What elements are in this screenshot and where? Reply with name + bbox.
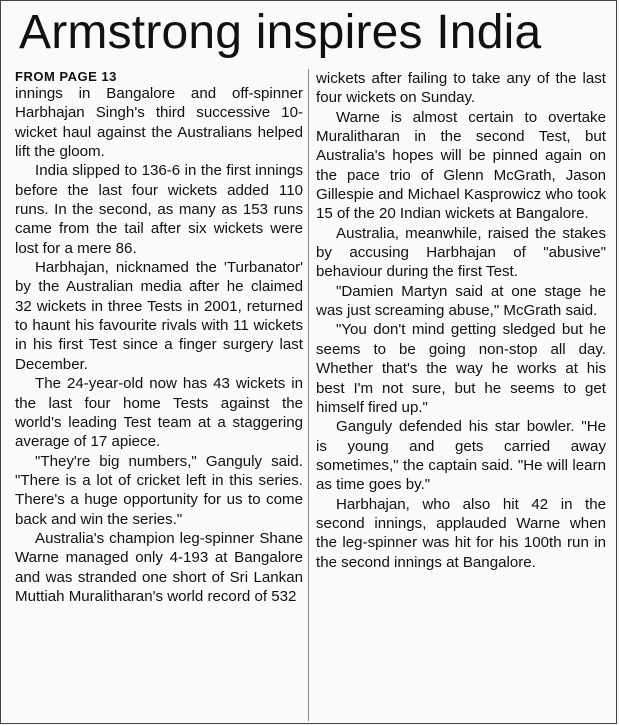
paragraph: wickets after failing to take any of the last four wickets on Sunday. [316,70,606,107]
left-column [15,69,303,606]
source-line: FROM PAGE 13 [15,69,117,84]
paragraph: Australia's champion leg-spinner Shane Warne managed only 4-193 at Bangalore and was stranded one short of Sri Lankan Muttiah Muralitharan's world record of 532 [15,529,303,605]
paragraph: India slipped to 136-6 in the first innings before the last four wickets added 110 runs. In the second, as many as 153 runs came from the tail after six wickets were lost for a mere 86. [15,162,303,257]
paragraph: "They're big numbers," Ganguly said. "There is a lot of cricket left in this series. There's a huge opportunity for us to come back and win the series." [15,452,303,528]
paragraph: Warne is almost certain to overtake Muralitharan in the second Test, but Australia's hopes will be pinned again on the pace trio of Glenn McGrath, Jason Gillespie and Michael Kasprowicz who took 15 of the 20 Indian wickets at Bangalore. [316,108,606,223]
paragraph: Ganguly defended his star bowler. "He is young and gets carried away sometimes," the captain said. "He will learn as time goes by." [316,418,606,494]
paragraph: Harbhajan, who also hit 42 in the second innings, applauded Warne when the leg-spinner was hit for his 100th run in the second innings at Bangalore. [316,495,606,571]
right-column [316,69,606,572]
paragraph: "You don't mind getting sledged but he seems to be going non-stop all day. Whether that's the way he works at his best I'm not sure, but he seems to get himself fired up." [316,321,606,416]
paragraph: innings in Bangalore and off-spinner Harbhajan Singh's third successive 10-wicket haul against the Australians helped lift the gloom. [15,85,303,161]
column-divider [308,69,309,721]
paragraph: Australia, meanwhile, raised the stakes by accusing Harbhajan of "abusive" behaviour during the first Test. [316,224,606,281]
paragraph: "Damien Martyn said at one stage he was just screaming abuse," McGrath said. [316,282,606,320]
paragraph: Harbhajan, nicknamed the 'Turbanator' by the Australian media after he claimed 32 wickets in three Tests in 2001, returned to haunt his favourite rivals with 11 wickets in his first Test since a finger surgery last December. [15,259,303,373]
headline: Armstrong inspires India [19,6,542,59]
paragraph: The 24-year-old now has 43 wickets in the last four home Tests against the world's leading Test team at a staggering average of 17 apiece. [15,375,303,451]
